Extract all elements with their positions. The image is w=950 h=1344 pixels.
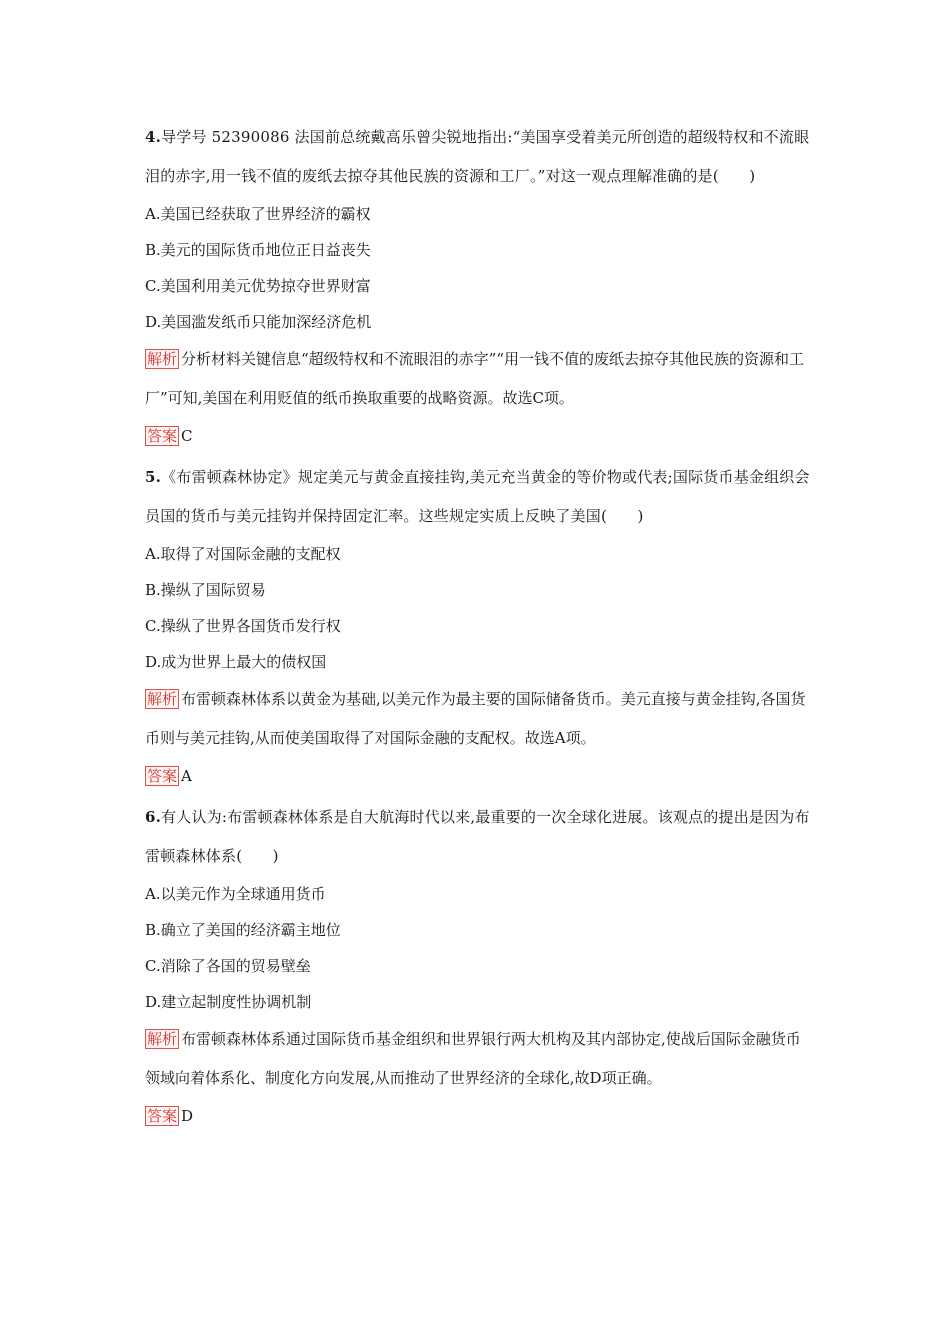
answer: [145, 418, 810, 454]
question-stem: [145, 458, 810, 536]
answer: [145, 1098, 810, 1134]
answer-value: A: [181, 767, 192, 785]
analysis-tag: 解析: [147, 350, 178, 368]
option-b: B.美元的国际货币地位正日益丧失: [145, 241, 371, 259]
question-text: 《布雷顿森林协定》规定美元与黄金直接挂钩,美元充当黄金的等价物或代表;国际货币基金组织会员国的货币与美元挂钩并保持固定汇率。这些规定实质上反映了美国( ): [145, 468, 810, 525]
analysis-text: 布雷顿森林体系通过国际货币基金组织和世界银行两大机构及其内部协定,使战后国际金融货币领域向着体系化、制度化方向发展,从而推动了世界经济的全球化,故D项正确。: [145, 1030, 801, 1087]
option-b: B.操纵了国际贸易: [145, 581, 266, 599]
analysis: [145, 680, 810, 758]
analysis: [145, 1020, 810, 1098]
question-text: 有人认为:布雷顿森林体系是自大航海时代以来,最重要的一次全球化进展。该观点的提出是因为布雷顿森林体系( ): [145, 808, 810, 865]
answer-tag: 答案: [147, 1107, 178, 1125]
option-a: A.美国已经获取了世界经济的霸权: [145, 205, 371, 223]
analysis-text: 布雷顿森林体系以黄金为基础,以美元作为最主要的国际储备货币。美元直接与黄金挂钩,各国货币则与美元挂钩,从而使美国取得了对国际金融的支配权。故选A项。: [145, 690, 806, 747]
question-number: 6.: [145, 808, 162, 826]
question-number: 4.: [145, 128, 162, 146]
option-a: A.以美元作为全球通用货币: [145, 885, 326, 903]
question-5: [145, 458, 810, 794]
option-a: A.取得了对国际金融的支配权: [145, 545, 341, 563]
option-d: D.成为世界上最大的债权国: [145, 653, 327, 671]
answer-value: D: [181, 1107, 194, 1125]
question-number: 5.: [145, 468, 162, 486]
answer: [145, 758, 810, 794]
answer-tag: 答案: [147, 427, 178, 445]
analysis-tag: 解析: [147, 690, 178, 708]
question-6: [145, 798, 810, 1134]
answer-tag: 答案: [147, 767, 178, 785]
question-stem: [145, 798, 810, 876]
document-page: [145, 118, 810, 1138]
option-c: C.消除了各国的贸易壁垒: [145, 957, 311, 975]
question-stem: [145, 118, 810, 196]
analysis-text: 分析材料关键信息“超级特权和不流眼泪的赤字”“用一钱不值的废纸去掠夺其他民族的资源和工厂”可知,美国在利用贬值的纸币换取重要的战略资源。故选C项。: [145, 350, 805, 407]
question-4: [145, 118, 810, 454]
option-b: B.确立了美国的经济霸主地位: [145, 921, 341, 939]
option-c: C.操纵了世界各国货币发行权: [145, 617, 341, 635]
question-text: 导学号 52390086 法国前总统戴高乐曾尖锐地指出:“美国享受着美元所创造的超级特权和不流眼泪的赤字,用一钱不值的废纸去掠夺其他民族的资源和工厂。”对这一观点理解准确的是( ): [145, 128, 810, 185]
analysis: [145, 340, 810, 418]
option-d: D.美国滥发纸币只能加深经济危机: [145, 313, 372, 331]
analysis-tag: 解析: [147, 1030, 178, 1048]
option-c: C.美国利用美元优势掠夺世界财富: [145, 277, 371, 295]
option-d: D.建立起制度性协调机制: [145, 993, 312, 1011]
answer-value: C: [181, 427, 193, 445]
